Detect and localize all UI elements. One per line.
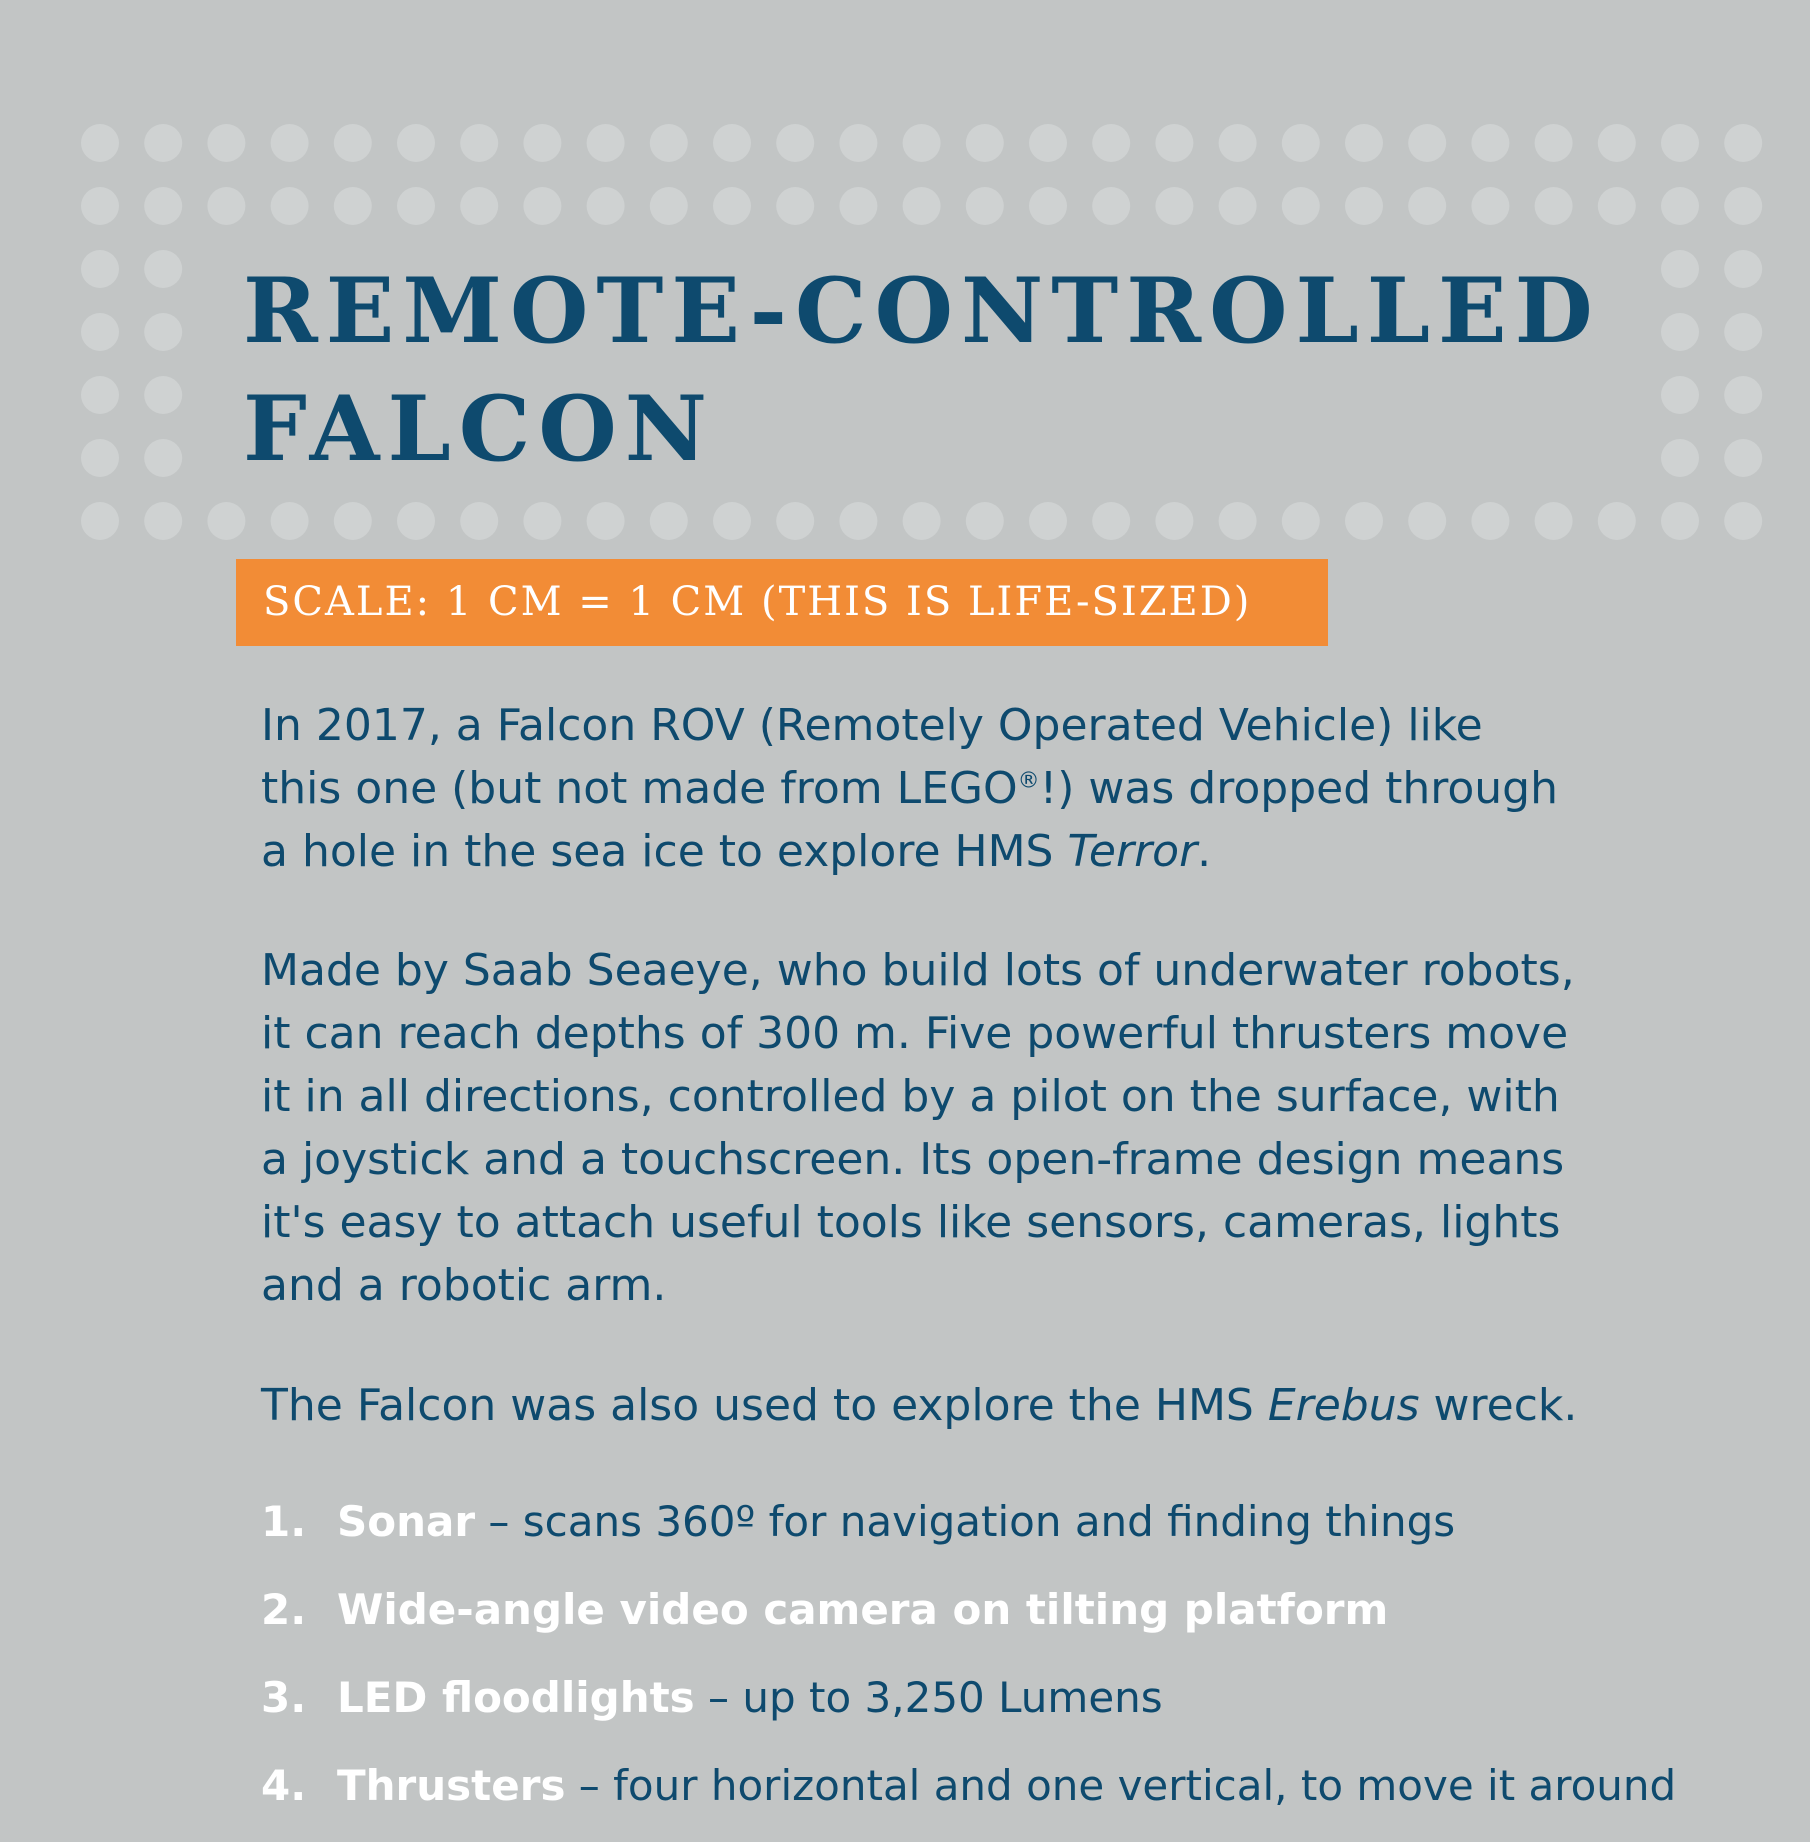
stud-dot	[650, 502, 688, 540]
stud-dot	[1661, 250, 1699, 288]
stud-dot	[966, 124, 1004, 162]
stud-dot	[1724, 439, 1762, 477]
stud-dot	[839, 187, 877, 225]
stud-dot	[81, 439, 119, 477]
stud-dot	[334, 187, 372, 225]
stud-dot	[1219, 124, 1257, 162]
stud-dot	[776, 502, 814, 540]
feature-desc: – four horizontal and one vertical, to move it around	[565, 1761, 1677, 1810]
stud-dot	[1535, 502, 1573, 540]
stud-dot	[1471, 124, 1509, 162]
stud-dot	[523, 502, 561, 540]
stud-dot	[1155, 124, 1193, 162]
stud-dot	[1724, 376, 1762, 414]
stud-dot	[397, 502, 435, 540]
erebus-paragraph	[261, 1374, 1751, 1437]
feature-list	[261, 1490, 1761, 1842]
stud-dot	[1092, 502, 1130, 540]
erebus-before: The Falcon was also used to explore the HMS	[261, 1380, 1268, 1431]
description-paragraph	[261, 939, 1751, 1317]
stud-dot	[334, 124, 372, 162]
feature-number: 3.	[261, 1673, 307, 1722]
stud-dot	[650, 187, 688, 225]
stud-dot	[1661, 439, 1699, 477]
description-line-1: Made by Saab Seaeye, who build lots of underwater robots,	[261, 945, 1575, 996]
feature-number: 4.	[261, 1761, 307, 1810]
stud-dot	[1408, 124, 1446, 162]
feature-item	[261, 1666, 1761, 1754]
stud-dot	[271, 124, 309, 162]
stud-dot	[1724, 187, 1762, 225]
stud-dot	[1029, 502, 1067, 540]
description-line-3: it in all directions, controlled by a pilot on the surface, with	[261, 1071, 1560, 1122]
scale-banner: SCALE: 1 CM = 1 CM (THIS IS LIFE-SIZED)	[236, 559, 1328, 646]
stud-dot	[1219, 187, 1257, 225]
feature-number: 2.	[261, 1585, 307, 1634]
stud-dot	[397, 124, 435, 162]
stud-dot	[81, 250, 119, 288]
feature-desc: – up to 3,250 Lumens	[694, 1673, 1163, 1722]
intro-line-1: In 2017, a Falcon ROV (Remotely Operated Vehicle) like	[261, 700, 1483, 751]
stud-dot	[144, 376, 182, 414]
stud-dot	[1535, 187, 1573, 225]
ship-name-terror: Terror	[1067, 826, 1198, 877]
description-line-6: and a robotic arm.	[261, 1260, 667, 1311]
feature-term: LED floodlights	[337, 1673, 695, 1722]
stud-dot	[144, 439, 182, 477]
intro-line-3-a: a hole in the sea ice to explore HMS	[261, 826, 1068, 877]
stud-dot	[1535, 124, 1573, 162]
feature-number: 1.	[261, 1497, 307, 1546]
stud-dot	[460, 502, 498, 540]
stud-dot	[1408, 187, 1446, 225]
stud-dot	[1155, 502, 1193, 540]
stud-dot	[1724, 313, 1762, 351]
stud-dot	[839, 502, 877, 540]
stud-dot	[460, 124, 498, 162]
stud-dot	[1155, 187, 1193, 225]
description-line-5: it's easy to attach useful tools like sensors, cameras, lights	[261, 1197, 1561, 1248]
stud-dot	[1661, 376, 1699, 414]
intro-line-2-b: !) was dropped through	[1039, 763, 1558, 814]
feature-term: Sonar	[337, 1497, 476, 1546]
stud-dot	[460, 187, 498, 225]
stud-dot	[397, 187, 435, 225]
stud-dot	[144, 250, 182, 288]
feature-item	[261, 1578, 1761, 1666]
stud-dot	[1724, 124, 1762, 162]
stud-dot	[1092, 187, 1130, 225]
stud-dot	[523, 187, 561, 225]
description-line-2: it can reach depths of 300 m. Five powerful thrusters move	[261, 1008, 1569, 1059]
stud-dot	[1661, 187, 1699, 225]
stud-dot	[207, 124, 245, 162]
stud-dot	[1029, 124, 1067, 162]
title-line-2: FALCON	[243, 376, 716, 482]
stud-dot	[713, 124, 751, 162]
stud-dot	[1598, 502, 1636, 540]
stud-dot	[903, 502, 941, 540]
intro-line-3	[261, 820, 1751, 883]
title-line-1: REMOTE-CONTROLLED	[243, 258, 1601, 364]
ship-name-erebus: Erebus	[1267, 1380, 1420, 1431]
stud-dot	[650, 124, 688, 162]
stud-dot	[713, 502, 751, 540]
intro-paragraph	[261, 694, 1751, 883]
stud-dot	[839, 124, 877, 162]
stud-dot	[1471, 502, 1509, 540]
stud-dot	[1282, 124, 1320, 162]
stud-dot	[587, 502, 625, 540]
stud-dot	[81, 313, 119, 351]
stud-dot	[903, 124, 941, 162]
stud-dot	[1471, 187, 1509, 225]
stud-dot	[587, 187, 625, 225]
stud-dot	[1598, 124, 1636, 162]
stud-dot	[144, 124, 182, 162]
stud-dot	[1345, 124, 1383, 162]
intro-line-3-b: .	[1197, 826, 1212, 877]
stud-dot	[81, 124, 119, 162]
stud-dot	[271, 502, 309, 540]
stud-dot	[523, 124, 561, 162]
feature-desc: – scans 360º for navigation and finding things	[475, 1497, 1456, 1546]
stud-dot	[1408, 502, 1446, 540]
stud-dot	[966, 502, 1004, 540]
stud-dot	[1219, 502, 1257, 540]
stud-dot	[1724, 502, 1762, 540]
registered-mark: ®	[1017, 768, 1040, 794]
stud-dot	[966, 187, 1004, 225]
stud-dot	[207, 502, 245, 540]
stud-dot	[271, 187, 309, 225]
stud-dot	[81, 376, 119, 414]
stud-dot	[1661, 502, 1699, 540]
stud-dot	[776, 187, 814, 225]
stud-dot	[1092, 124, 1130, 162]
feature-term: Thrusters	[337, 1761, 566, 1810]
stud-dot	[1345, 187, 1383, 225]
stud-dot	[1029, 187, 1067, 225]
intro-line-2	[261, 757, 1751, 820]
feature-term: Wide-angle video camera on tilting platform	[337, 1585, 1389, 1634]
erebus-after: wreck.	[1419, 1380, 1578, 1431]
description-line-4: a joystick and a touchscreen. Its open-frame design means	[261, 1134, 1565, 1185]
stud-dot	[334, 502, 372, 540]
stud-dot	[1661, 313, 1699, 351]
stud-dot	[144, 187, 182, 225]
stud-dot	[587, 124, 625, 162]
stud-dot	[81, 187, 119, 225]
stud-dot	[144, 313, 182, 351]
intro-line-2-a: this one (but not made from LEGO	[261, 763, 1018, 814]
stud-dot	[1282, 187, 1320, 225]
stud-dot	[713, 187, 751, 225]
stud-dot	[1598, 187, 1636, 225]
stud-dot	[207, 187, 245, 225]
stud-dot	[81, 502, 119, 540]
stud-dot	[903, 187, 941, 225]
stud-dot	[1345, 502, 1383, 540]
feature-item	[261, 1754, 1761, 1842]
stud-dot	[1661, 124, 1699, 162]
stud-dot	[1282, 502, 1320, 540]
stud-dot	[144, 502, 182, 540]
feature-item	[261, 1490, 1761, 1578]
stud-dot	[776, 124, 814, 162]
page-title	[243, 252, 1623, 488]
stud-dot	[1724, 250, 1762, 288]
